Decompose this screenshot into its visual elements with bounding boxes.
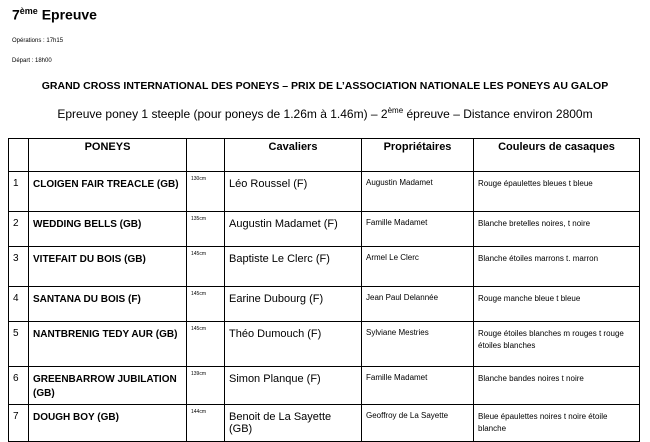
pony-height: 145cm <box>187 247 225 287</box>
owner-name: Sylviane Mestries <box>362 322 474 367</box>
pony-name: NANTBRENIG TEDY AUR (GB) <box>29 322 187 367</box>
header-poneys: PONEYS <box>29 139 187 172</box>
owner-name: Armel Le Clerc <box>362 247 474 287</box>
jockey-colors: Rouge manche bleue t bleue <box>474 287 640 322</box>
row-number: 2 <box>9 212 29 247</box>
departure-time: Départ : 18h00 <box>12 58 52 64</box>
pony-height: 145cm <box>187 287 225 322</box>
row-number: 1 <box>9 172 29 212</box>
jockey-colors: Rouge épaulettes bleues t bleue <box>474 172 640 212</box>
entries-table <box>8 138 640 442</box>
pony-name: GREENBARROW JUBILATION (GB) <box>29 367 187 405</box>
table-row <box>9 367 640 405</box>
pony-name: CLOIGEN FAIR TREACLE (GB) <box>29 172 187 212</box>
owner-name: Augustin Madamet <box>362 172 474 212</box>
owner-name: Jean Paul Delannée <box>362 287 474 322</box>
jockey-colors: Bleue épaulettes noires t noire étoile blanche <box>474 405 640 442</box>
table-row <box>9 212 640 247</box>
table-row <box>9 287 640 322</box>
rider-name: Baptiste Le Clerc (F) <box>225 247 362 287</box>
header-proprietaires: Propriétaires <box>362 139 474 172</box>
rider-name: Augustin Madamet (F) <box>225 212 362 247</box>
header-cavaliers: Cavaliers <box>225 139 362 172</box>
rider-name: Léo Roussel (F) <box>225 172 362 212</box>
pony-height: 130cm <box>187 172 225 212</box>
owner-name: Famille Madamet <box>362 212 474 247</box>
row-number: 3 <box>9 247 29 287</box>
table-row <box>9 172 640 212</box>
owner-name: Geoffroy de La Sayette <box>362 405 474 442</box>
row-number: 5 <box>9 322 29 367</box>
title-number: 7 <box>12 6 20 23</box>
jockey-colors: Rouge étoiles blanches m rouges t rouge étoiles blanches <box>474 322 640 367</box>
rider-name: Théo Dumouch (F) <box>225 322 362 367</box>
jockey-colors: Blanche étoiles marrons t. marron <box>474 247 640 287</box>
owner-name: Famille Madamet <box>362 367 474 405</box>
pony-height: 144cm <box>187 405 225 442</box>
page-title <box>12 6 97 23</box>
table-row <box>9 247 640 287</box>
pony-name: VITEFAIT DU BOIS (GB) <box>29 247 187 287</box>
header-couleurs: Couleurs de casaques <box>474 139 640 172</box>
operations-time: Opérations : 17h15 <box>12 38 64 44</box>
row-number: 4 <box>9 287 29 322</box>
race-heading: GRAND CROSS INTERNATIONAL DES PONEYS – PRIX DE L’ASSOCIATION NATIONALE LES PONEYS AU GALOP <box>41 80 609 92</box>
jockey-colors: Blanche bretelles noires, t noire <box>474 212 640 247</box>
pony-height: 145cm <box>187 322 225 367</box>
pony-name: DOUGH BOY (GB) <box>29 405 187 442</box>
pony-name: WEDDING BELLS (GB) <box>29 212 187 247</box>
rider-name: Simon Planque (F) <box>225 367 362 405</box>
title-text: Epreuve <box>37 6 97 23</box>
row-number: 7 <box>9 405 29 442</box>
pony-name: SANTANA DU BOIS (F) <box>29 287 187 322</box>
table-header-row <box>9 139 640 172</box>
header-num <box>9 139 29 172</box>
pony-height: 135cm <box>187 212 225 247</box>
row-number: 6 <box>9 367 29 405</box>
table-row <box>9 322 640 367</box>
table-row <box>9 405 640 442</box>
race-subheading: Epreuve poney 1 steeple (pour poneys de 1.26m à 1.46m) – 2ème épreuve – Distance environ 2800m <box>57 106 593 121</box>
pony-height: 139cm <box>187 367 225 405</box>
rider-name: Earine Dubourg (F) <box>225 287 362 322</box>
title-superscript: ème <box>19 6 38 16</box>
jockey-colors: Blanche bandes noires t noire <box>474 367 640 405</box>
header-height <box>187 139 225 172</box>
rider-name: Benoit de La Sayette (GB) <box>225 405 362 442</box>
